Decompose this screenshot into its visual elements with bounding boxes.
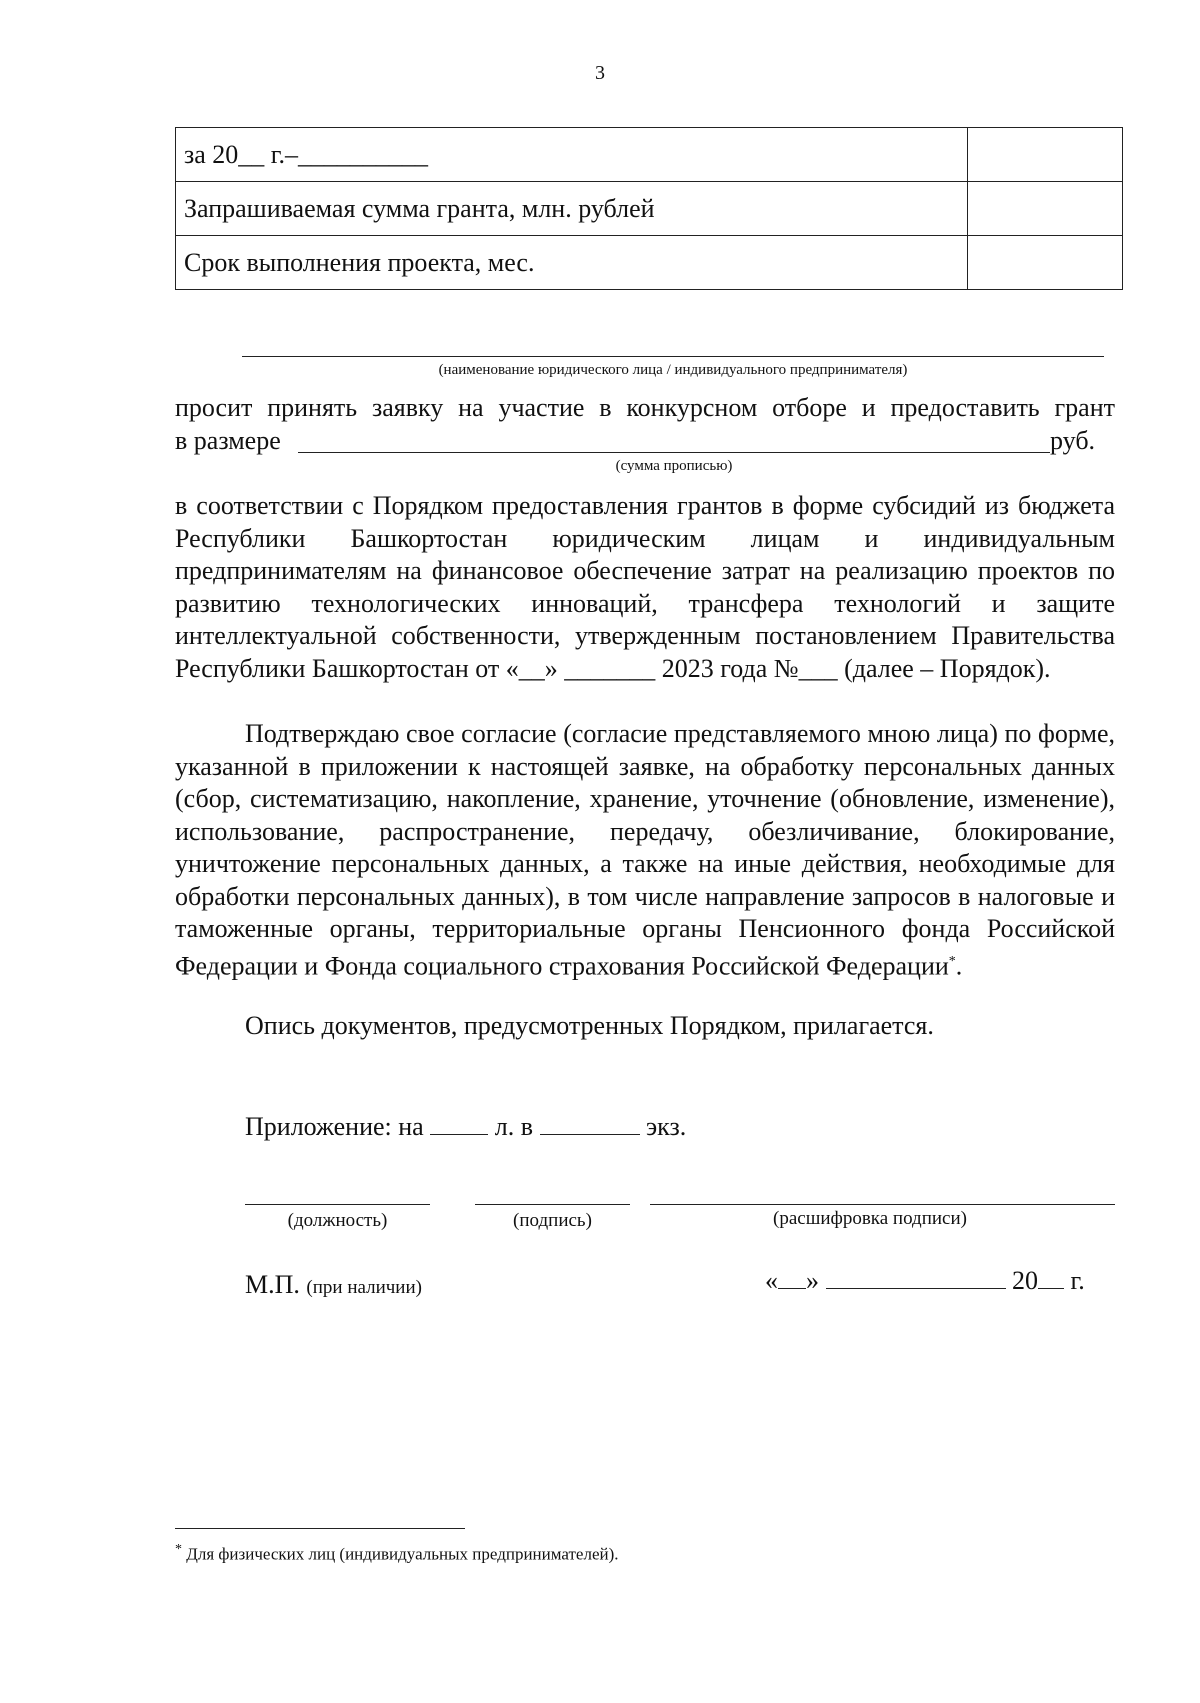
footnote xyxy=(175,1542,619,1565)
position-caption: (должность) xyxy=(287,1210,388,1231)
paragraph-consent-end: . xyxy=(955,951,963,981)
row-value-period xyxy=(968,128,1123,182)
request-amount-suffix: руб. xyxy=(1050,426,1096,455)
table-row xyxy=(176,128,1123,182)
stamp-note: (при наличии) xyxy=(306,1277,422,1298)
row-label-duration: Срок выполнения проекта, мес. xyxy=(176,236,968,290)
applicant-caption: (наименование юридического лица / индивидуального предпринимателя) xyxy=(438,362,908,378)
row-label-period: за 20__ г.–__________ xyxy=(176,128,968,182)
paragraph-consent xyxy=(175,718,1115,983)
sheets-blank xyxy=(430,1112,488,1135)
paragraph-procedure: в соответствии с Порядком предоставления грантов в форме субсидий из бюджета Республики Башкортостан юридическим лицам и индивидуальным предпринимателям на финансовое обеспечение затрат на реализацию проектов по развитию технологических инноваций, трансфера технологий и защите интеллектуальной собственности, утвержденным постановлением Правительства Республики Башкортостан от «__» _______ 2023 года №___ (далее – Порядок). xyxy=(175,491,1115,683)
date-suffix: г. xyxy=(1070,1266,1085,1295)
signature-decode-line xyxy=(650,1204,1115,1205)
day-blank xyxy=(778,1266,806,1289)
request-amount-prefix: в размере xyxy=(175,426,281,455)
signature-decode-caption: (расшифровка подписи) xyxy=(773,1208,967,1229)
row-value-grant-amount xyxy=(968,182,1123,236)
footnote-mark: * xyxy=(175,1542,182,1557)
page-number: 3 xyxy=(595,62,605,84)
applicant-name-line xyxy=(242,356,1104,357)
table-row xyxy=(176,236,1123,290)
year-blank xyxy=(1038,1266,1064,1289)
month-blank xyxy=(826,1266,1006,1289)
paragraph-consent-text: Подтверждаю свое согласие (согласие представляемого мною лица) по форме, указанной в приложении к настоящей заявке, на обработку персональных данных (сбор, систематизацию, накопление, хранение, уточнение (обновление, изменение), использование, распространение, передачу, обезличивание, блокирование, уничтожение персональных данных, а также на иные действия, необходимые для обработки персональных данных), в том числе направление запросов в налоговые и таможенные органы, территориальные органы Пенсионного фонда Российской Федерации и Фонда социального страхования Российской Федерации xyxy=(175,719,1115,981)
copies-blank xyxy=(540,1112,640,1135)
footnote-text: Для физических лиц (индивидуальных предпринимателей). xyxy=(182,1544,619,1564)
table-row xyxy=(176,182,1123,236)
row-label-grant-amount: Запрашиваемая сумма гранта, млн. рублей xyxy=(176,182,968,236)
request-line-1: просит принять заявку на участие в конкурсном отборе и предоставить грант xyxy=(175,393,1115,422)
paragraph-inventory: Опись документов, предусмотренных Порядком, прилагается. xyxy=(245,1011,934,1040)
date-year: 20 xyxy=(1012,1266,1038,1295)
signature-line xyxy=(475,1204,630,1205)
footnote-separator xyxy=(175,1528,465,1529)
row-value-duration xyxy=(968,236,1123,290)
amount-line xyxy=(298,452,1050,453)
signature-caption: (подпись) xyxy=(513,1210,592,1231)
project-info-table xyxy=(175,127,1123,290)
appendix-prefix: Приложение: на xyxy=(245,1112,424,1141)
footnote-ref: * xyxy=(948,953,956,969)
date-open-quote: « xyxy=(765,1266,778,1295)
appendix-line xyxy=(245,1112,686,1142)
stamp-line xyxy=(245,1270,422,1300)
date-line xyxy=(765,1266,1085,1296)
position-line xyxy=(245,1204,430,1205)
date-close-quote: » xyxy=(806,1266,819,1295)
appendix-suffix: экз. xyxy=(646,1112,687,1141)
amount-caption: (сумма прописью) xyxy=(615,458,733,474)
stamp-label: М.П. xyxy=(245,1270,300,1299)
appendix-middle: л. в xyxy=(494,1112,533,1141)
